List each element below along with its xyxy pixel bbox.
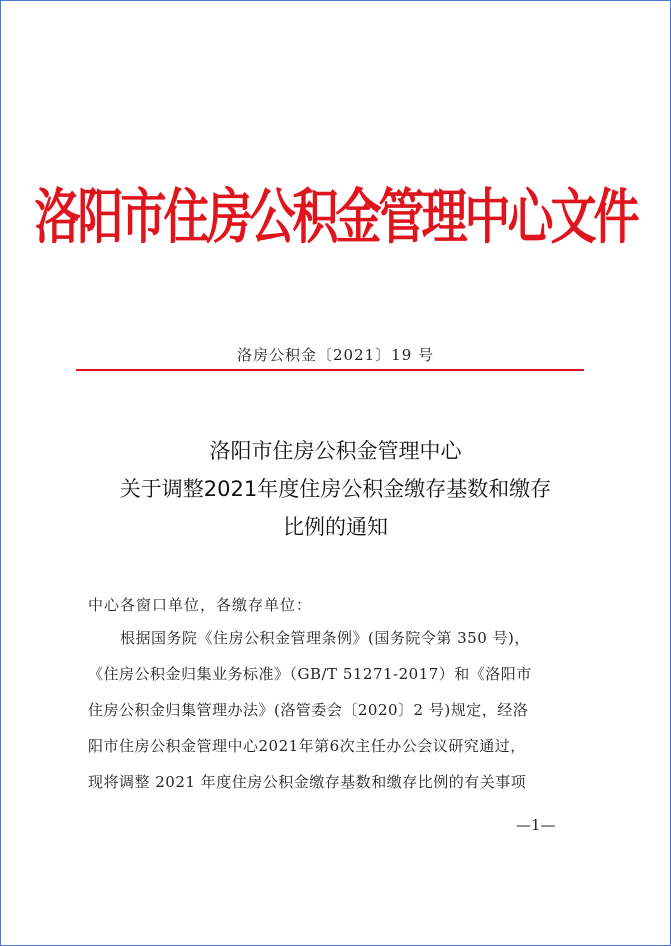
document-header-title: 洛阳市住房公积金管理中心文件 <box>34 181 637 252</box>
page-number: —1— <box>516 816 556 834</box>
notice-title-line-1: 洛阳市住房公积金管理中心 <box>209 439 462 463</box>
body-line-5: 现将调整 2021 年度住房公积金缴存基数和缴存比例的有关事项 <box>88 773 527 791</box>
notice-title-line-3: 比例的通知 <box>283 515 388 539</box>
body-line-1: 根据国务院《住房公积金管理条例》(国务院令第 350 号)， <box>120 629 530 647</box>
body-line-3: 住房公积金归集管理办法》(洛管委会〔2020〕2 号)规定，经洛 <box>88 701 529 719</box>
red-divider-line <box>76 369 584 371</box>
notice-title <box>0 432 671 546</box>
salutation: 中心各窗口单位，各缴存单位： <box>88 596 313 614</box>
notice-title-line-2: 关于调整2021年度住房公积金缴存基数和缴存 <box>119 477 552 501</box>
body-paragraph <box>88 620 588 800</box>
body-line-2: 《住房公积金归集业务标准》（GB/T 51271-2017）和《洛阳市 <box>88 665 532 683</box>
body-line-4: 阳市住房公积金管理中心2021年第6次主任办公会议研究通过， <box>88 737 526 755</box>
document-number: 洛房公积金〔2021〕19 号 <box>236 346 435 364</box>
